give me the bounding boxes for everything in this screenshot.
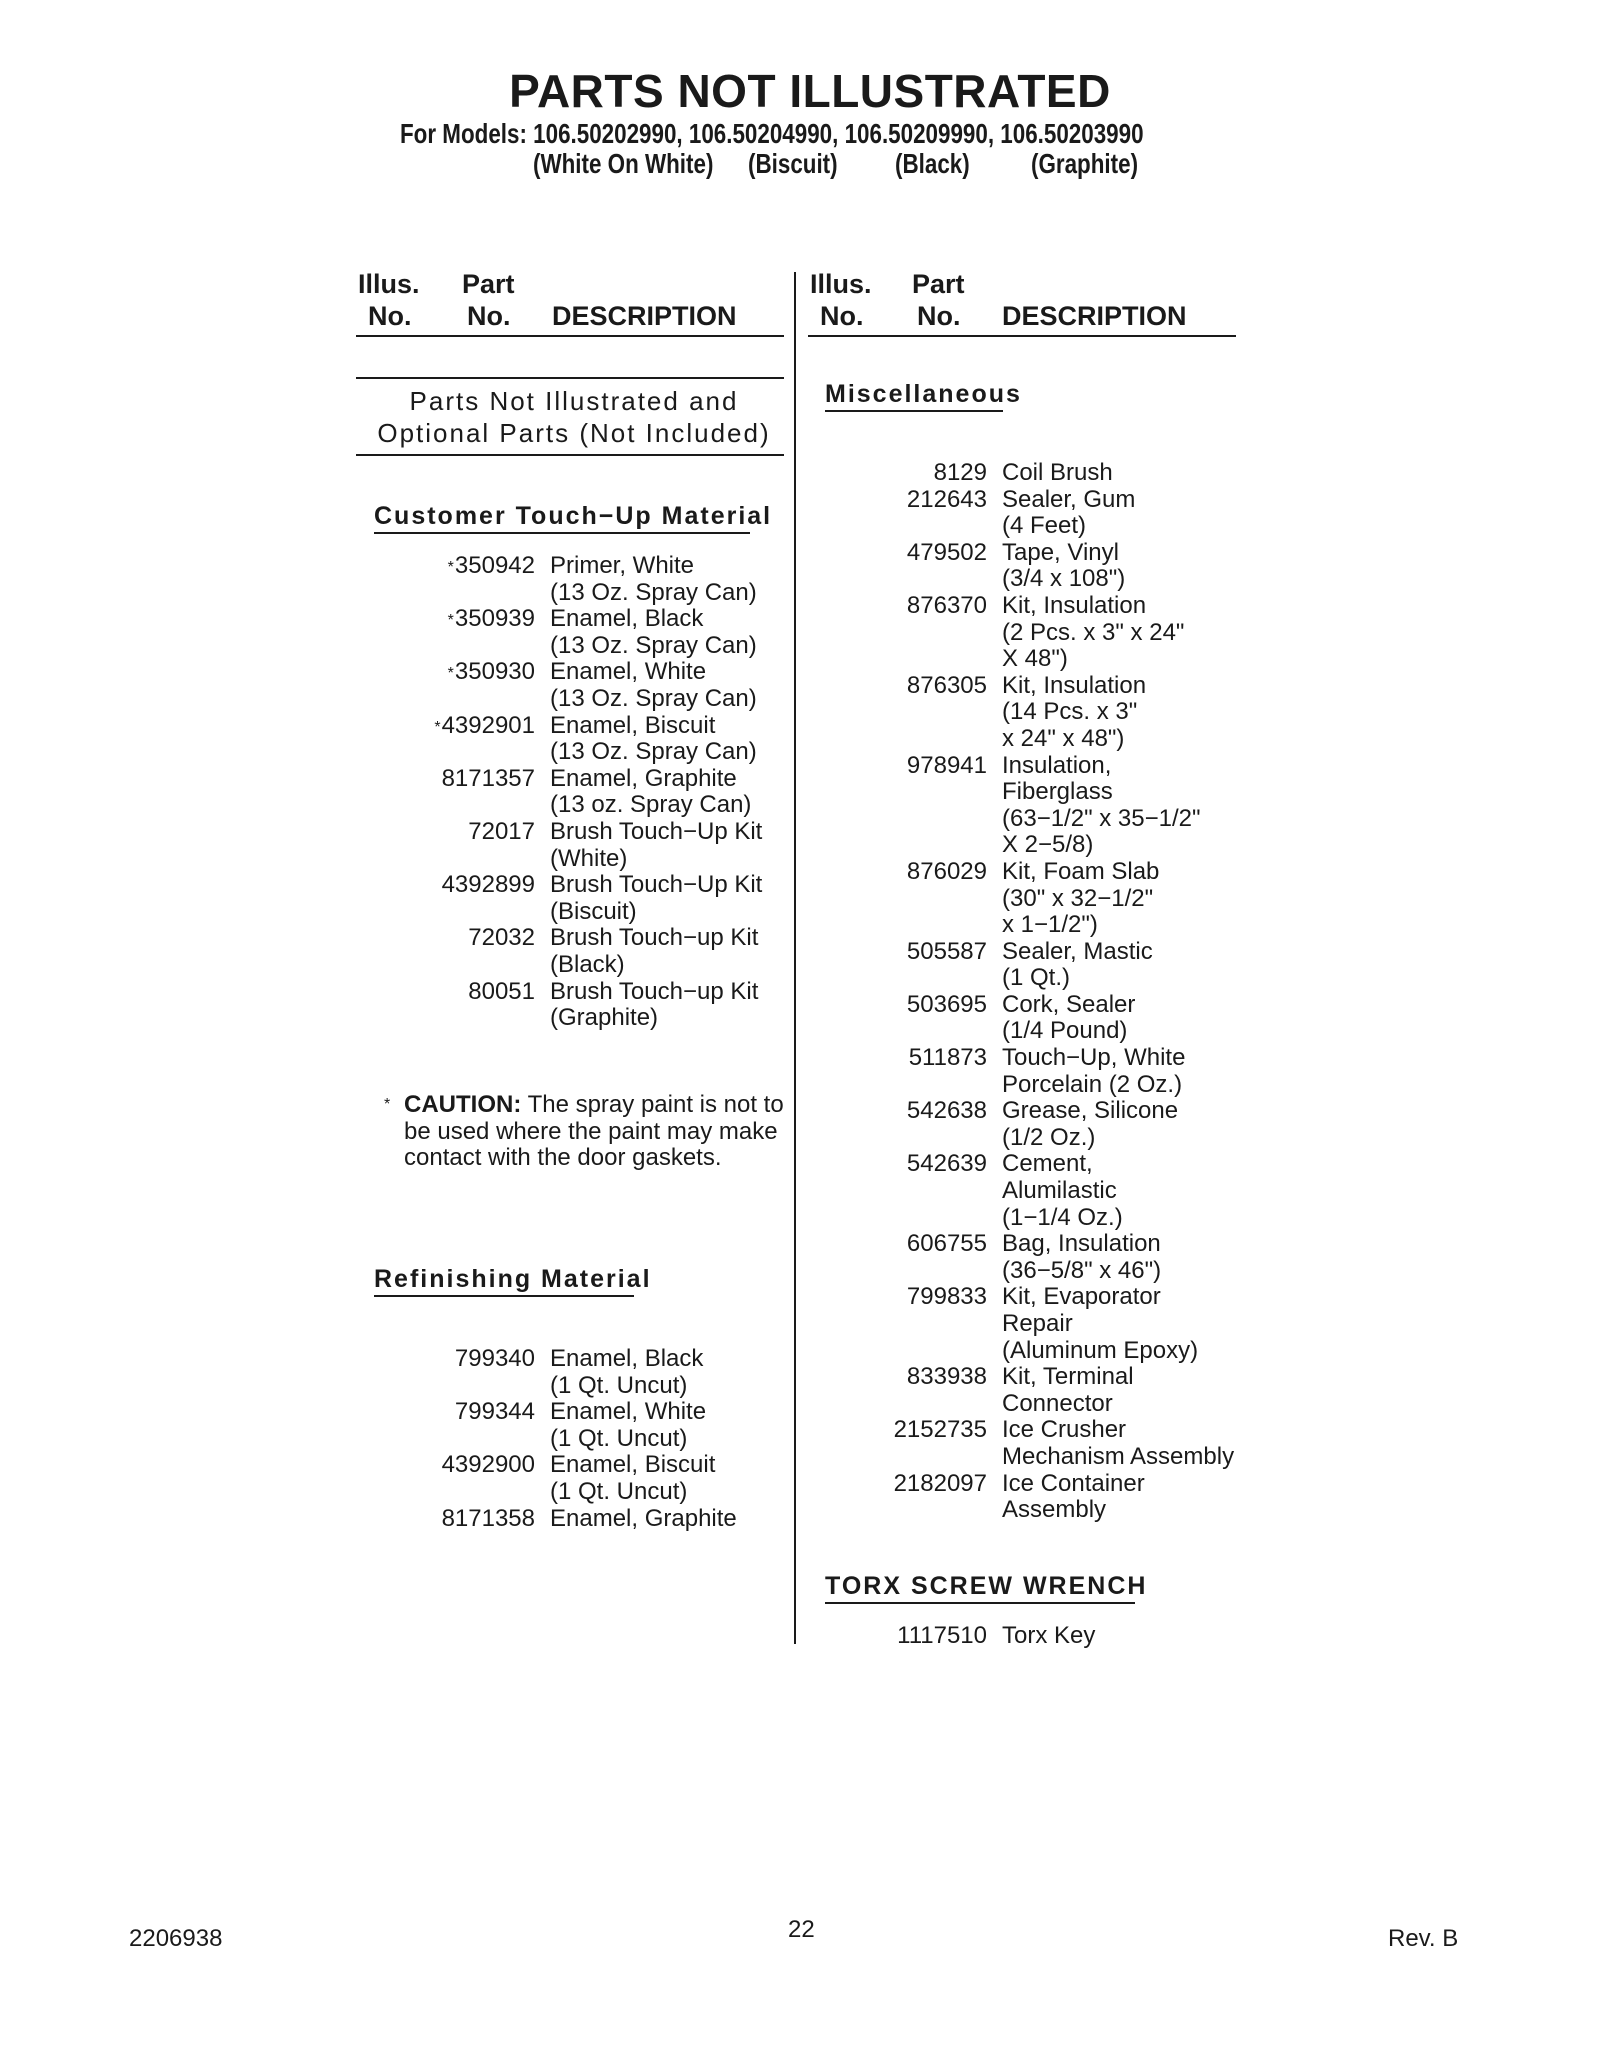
part-label: Part (912, 269, 965, 299)
part-number: 80051 (468, 977, 535, 1005)
description-line: (Biscuit) (550, 897, 637, 925)
description-line: Sealer, Mastic (1002, 937, 1153, 965)
misc-title-underline (825, 410, 1003, 412)
part-description (1002, 939, 1153, 992)
part-number: 799833 (906, 1283, 987, 1311)
description-line: (3/4 x 108") (1002, 565, 1126, 593)
optional-parts-heading: Parts Not Illustrated and Optional Parts (Not Included) (377, 386, 771, 448)
description-line: Kit, Terminal (1002, 1363, 1134, 1391)
description-line: (1−1/4 Oz.) (1002, 1203, 1123, 1231)
part-number: 978941 (906, 751, 987, 779)
part-description (1002, 1231, 1161, 1284)
description-line: X 48") (1002, 645, 1068, 673)
revision-label: Rev. B (1388, 1925, 1459, 1952)
description-line: Mechanism Assembly (1002, 1442, 1235, 1470)
color-label-black: (Black) (895, 148, 970, 179)
description-line: Sealer, Gum (1002, 485, 1136, 513)
part-row (852, 1151, 1234, 1231)
refinishing-parts-list (400, 1346, 737, 1532)
misc-section-title: Miscellaneous (825, 380, 1022, 408)
part-row (852, 1623, 1095, 1650)
description-line: Coil Brush (1002, 459, 1113, 486)
touchup-parts-list (400, 553, 762, 1032)
part-description (550, 713, 757, 766)
part-number: 511873 (908, 1044, 987, 1072)
part-row (852, 939, 1234, 992)
color-label-white: (White On White) (533, 148, 714, 179)
header-rule (808, 335, 1236, 337)
part-description (550, 1506, 737, 1533)
box-top-rule (356, 377, 784, 379)
part-number: 8171357 (441, 764, 535, 792)
part-description (1002, 1098, 1178, 1151)
description-line: Kit, Foam Slab (1002, 857, 1160, 885)
description-line: Kit, Evaporator (1002, 1283, 1161, 1311)
part-number: *4392901 (434, 711, 535, 739)
description-line: Bag, Insulation (1002, 1230, 1161, 1258)
description-line: Connector (1002, 1389, 1113, 1417)
description-line: (14 Pcs. x 3" (1002, 698, 1138, 726)
description-line: (Graphite) (550, 1004, 659, 1032)
part-row (852, 593, 1234, 673)
asterisk-mark: * (447, 612, 454, 630)
description-line: (1/2 Oz.) (1002, 1123, 1096, 1151)
part-number: 833938 (906, 1363, 987, 1391)
part-description (1002, 1364, 1134, 1417)
part-row (852, 540, 1234, 593)
part-description (1002, 673, 1146, 753)
part-number: 2182097 (893, 1469, 987, 1497)
description-line: (1 Qt. Uncut) (550, 1477, 688, 1505)
description-line: Alumilastic (1002, 1177, 1117, 1205)
description-line: X 2−5/8) (1002, 831, 1094, 859)
description-line: (63−1/2" x 35−1/2" (1002, 804, 1201, 832)
description-line: Enamel, White (550, 658, 707, 686)
part-description (1002, 487, 1135, 540)
part-description (550, 659, 757, 712)
part-number: 799340 (454, 1345, 535, 1372)
part-row (852, 1284, 1234, 1364)
models-line: For Models: 106.50202990, 106.50204990, 106.50209990, 106.50203990 (400, 118, 1144, 149)
description-line: x 24" x 48") (1002, 724, 1125, 752)
description-line: Repair (1002, 1310, 1073, 1337)
part-number: 876029 (906, 857, 987, 885)
asterisk-mark: * (434, 718, 441, 736)
description-line: (1 Qt. Uncut) (550, 1371, 688, 1399)
part-row (852, 1471, 1234, 1524)
part-row (852, 1045, 1234, 1098)
part-number: 72017 (468, 817, 535, 845)
description-line: Brush Touch−up Kit (550, 924, 759, 952)
description-line: (13 oz. Spray Can) (550, 791, 752, 819)
description-line: (Aluminum Epoxy) (1002, 1336, 1199, 1364)
description-line: Ice Crusher (1002, 1416, 1127, 1444)
description-line: Cement, (1002, 1150, 1093, 1178)
part-number: *350930 (447, 658, 535, 686)
refinishing-section-title: Refinishing Material (374, 1265, 652, 1293)
description-line: Brush Touch−Up Kit (550, 817, 763, 845)
part-row (852, 1098, 1234, 1151)
illus-no-label: No. (368, 301, 412, 331)
description-line: Grease, Silicone (1002, 1097, 1179, 1125)
column-divider (794, 272, 796, 1644)
part-description (550, 819, 762, 872)
description-line: Enamel, Biscuit (550, 1451, 716, 1479)
part-row (400, 1506, 737, 1533)
part-number: 606755 (906, 1230, 987, 1258)
description-line: (13 Oz. Spray Can) (550, 578, 757, 606)
color-label-graphite: (Graphite) (1031, 148, 1139, 179)
part-number: 8171358 (441, 1504, 535, 1532)
part-number: 799344 (454, 1398, 535, 1426)
document-number: 2206938 (129, 1925, 223, 1952)
part-no-label: No. (467, 301, 511, 331)
part-row (852, 1231, 1234, 1284)
part-number: 876370 (906, 591, 987, 619)
description-line: (13 Oz. Spray Can) (550, 738, 757, 766)
part-description (1002, 753, 1201, 859)
part-description (550, 1346, 703, 1399)
illus-label: Illus. (358, 269, 420, 299)
part-row (400, 925, 762, 978)
refinishing-title-underline (374, 1295, 634, 1297)
part-row (400, 713, 762, 766)
description-line: Enamel, Black (550, 1345, 704, 1372)
description-line: (4 Feet) (1002, 512, 1087, 540)
part-number: 4392900 (441, 1451, 535, 1479)
part-row (400, 659, 762, 712)
part-row (400, 979, 762, 1032)
part-number: 1117510 (897, 1622, 987, 1649)
part-row (400, 1346, 737, 1399)
part-description (1002, 1284, 1198, 1364)
description-line: (13 Oz. Spray Can) (550, 631, 757, 659)
part-description (550, 553, 757, 606)
illus-label: Illus. (810, 269, 872, 299)
asterisk-mark: * (384, 1096, 391, 1113)
torx-parts-list (852, 1623, 1095, 1650)
part-row (400, 872, 762, 925)
part-description (550, 872, 762, 925)
part-description (550, 1399, 706, 1452)
description-line: Torx Key (1002, 1622, 1096, 1649)
part-row (852, 487, 1234, 540)
part-description (1002, 992, 1135, 1045)
part-row (400, 553, 762, 606)
part-description (1002, 1417, 1234, 1470)
description-line: Enamel, White (550, 1398, 707, 1426)
torx-title-underline (825, 1602, 1135, 1604)
part-number: 503695 (906, 990, 987, 1018)
description-line: Touch−Up, White (1002, 1044, 1186, 1072)
part-row (852, 859, 1234, 939)
part-number: 8129 (933, 459, 987, 486)
description-line: Enamel, Graphite (550, 764, 737, 792)
part-row (852, 753, 1234, 859)
description-line: Kit, Insulation (1002, 591, 1147, 619)
description-line: Assembly (1002, 1496, 1107, 1524)
description-line: Enamel, Biscuit (550, 711, 716, 739)
part-row (852, 992, 1234, 1045)
description-line: Kit, Insulation (1002, 671, 1147, 699)
description-line: (2 Pcs. x 3" x 24" (1002, 618, 1185, 646)
part-number: 542639 (906, 1150, 987, 1178)
part-description (1002, 859, 1159, 939)
description-line: (1 Qt. Uncut) (550, 1424, 688, 1452)
part-description (1002, 1151, 1123, 1231)
description-line: (Black) (550, 950, 625, 978)
part-row (400, 1399, 737, 1452)
header-rule (356, 335, 784, 337)
part-description (1002, 540, 1125, 593)
description-line: (30" x 32−1/2" (1002, 884, 1154, 912)
torx-section-title: TORX SCREW WRENCH (825, 1572, 1148, 1600)
part-description (550, 979, 758, 1032)
description-line: Brush Touch−Up Kit (550, 871, 763, 899)
part-label: Part (462, 269, 515, 299)
part-row (852, 673, 1234, 753)
part-description (1002, 593, 1184, 673)
caution-note (385, 1092, 785, 1172)
description-line: Fiberglass (1002, 778, 1113, 806)
description-line: (13 Oz. Spray Can) (550, 684, 757, 712)
part-number: 876305 (906, 671, 987, 699)
page-title: PARTS NOT ILLUSTRATED (509, 65, 1111, 117)
description-line: (1/4 Pound) (1002, 1017, 1128, 1045)
part-no-label: No. (917, 301, 961, 331)
description-line: Enamel, Black (550, 605, 704, 633)
color-label-biscuit: (Biscuit) (748, 148, 838, 179)
caution-label: CAUTION: (404, 1091, 522, 1118)
part-description (550, 606, 757, 659)
touchup-section-title: Customer Touch−Up Material (374, 502, 773, 530)
part-row (400, 606, 762, 659)
part-number: 4392899 (441, 871, 535, 899)
part-description (1002, 1623, 1095, 1650)
caution-text: The spray paint is not to be used where the paint may make contact with the door gaskets. (404, 1091, 784, 1172)
touchup-title-underline (374, 532, 750, 534)
part-row (852, 460, 1234, 487)
part-number: *350939 (447, 605, 535, 633)
description-line: Enamel, Graphite (550, 1504, 737, 1532)
description-label: DESCRIPTION (1002, 301, 1187, 331)
part-description (1002, 460, 1113, 487)
part-description (1002, 1471, 1145, 1524)
asterisk-mark: * (447, 665, 454, 683)
part-number: 212643 (906, 485, 987, 513)
box-bottom-rule (356, 454, 784, 456)
description-line: (White) (550, 844, 628, 872)
part-row (400, 1452, 737, 1505)
description-line: Primer, White (550, 552, 695, 579)
part-description (550, 925, 758, 978)
description-line: Tape, Vinyl (1002, 538, 1119, 566)
illus-no-label: No. (820, 301, 864, 331)
part-row (852, 1417, 1234, 1470)
page-number: 22 (788, 1916, 815, 1943)
part-row (852, 1364, 1234, 1417)
description-line: (1 Qt.) (1002, 964, 1071, 992)
part-number: 479502 (906, 538, 987, 566)
part-row (400, 766, 762, 819)
description-label: DESCRIPTION (552, 301, 737, 331)
description-line: Cork, Sealer (1002, 990, 1136, 1018)
part-number: 542638 (906, 1097, 987, 1125)
part-description (550, 1452, 715, 1505)
asterisk-mark: * (447, 559, 454, 576)
part-number: 505587 (906, 937, 987, 965)
description-line: Ice Container (1002, 1469, 1145, 1497)
description-line: (36−5/8" x 46") (1002, 1256, 1162, 1284)
description-line: Brush Touch−up Kit (550, 977, 759, 1005)
part-description (550, 766, 751, 819)
part-number: 2152735 (893, 1416, 987, 1444)
description-line: x 1−1/2") (1002, 911, 1098, 939)
part-row (400, 819, 762, 872)
part-number: 72032 (468, 924, 535, 952)
description-line: Porcelain (2 Oz.) (1002, 1070, 1183, 1098)
description-line: Insulation, (1002, 751, 1112, 779)
part-description (1002, 1045, 1185, 1098)
misc-parts-list (852, 460, 1234, 1524)
part-number: *350942 (447, 552, 535, 579)
